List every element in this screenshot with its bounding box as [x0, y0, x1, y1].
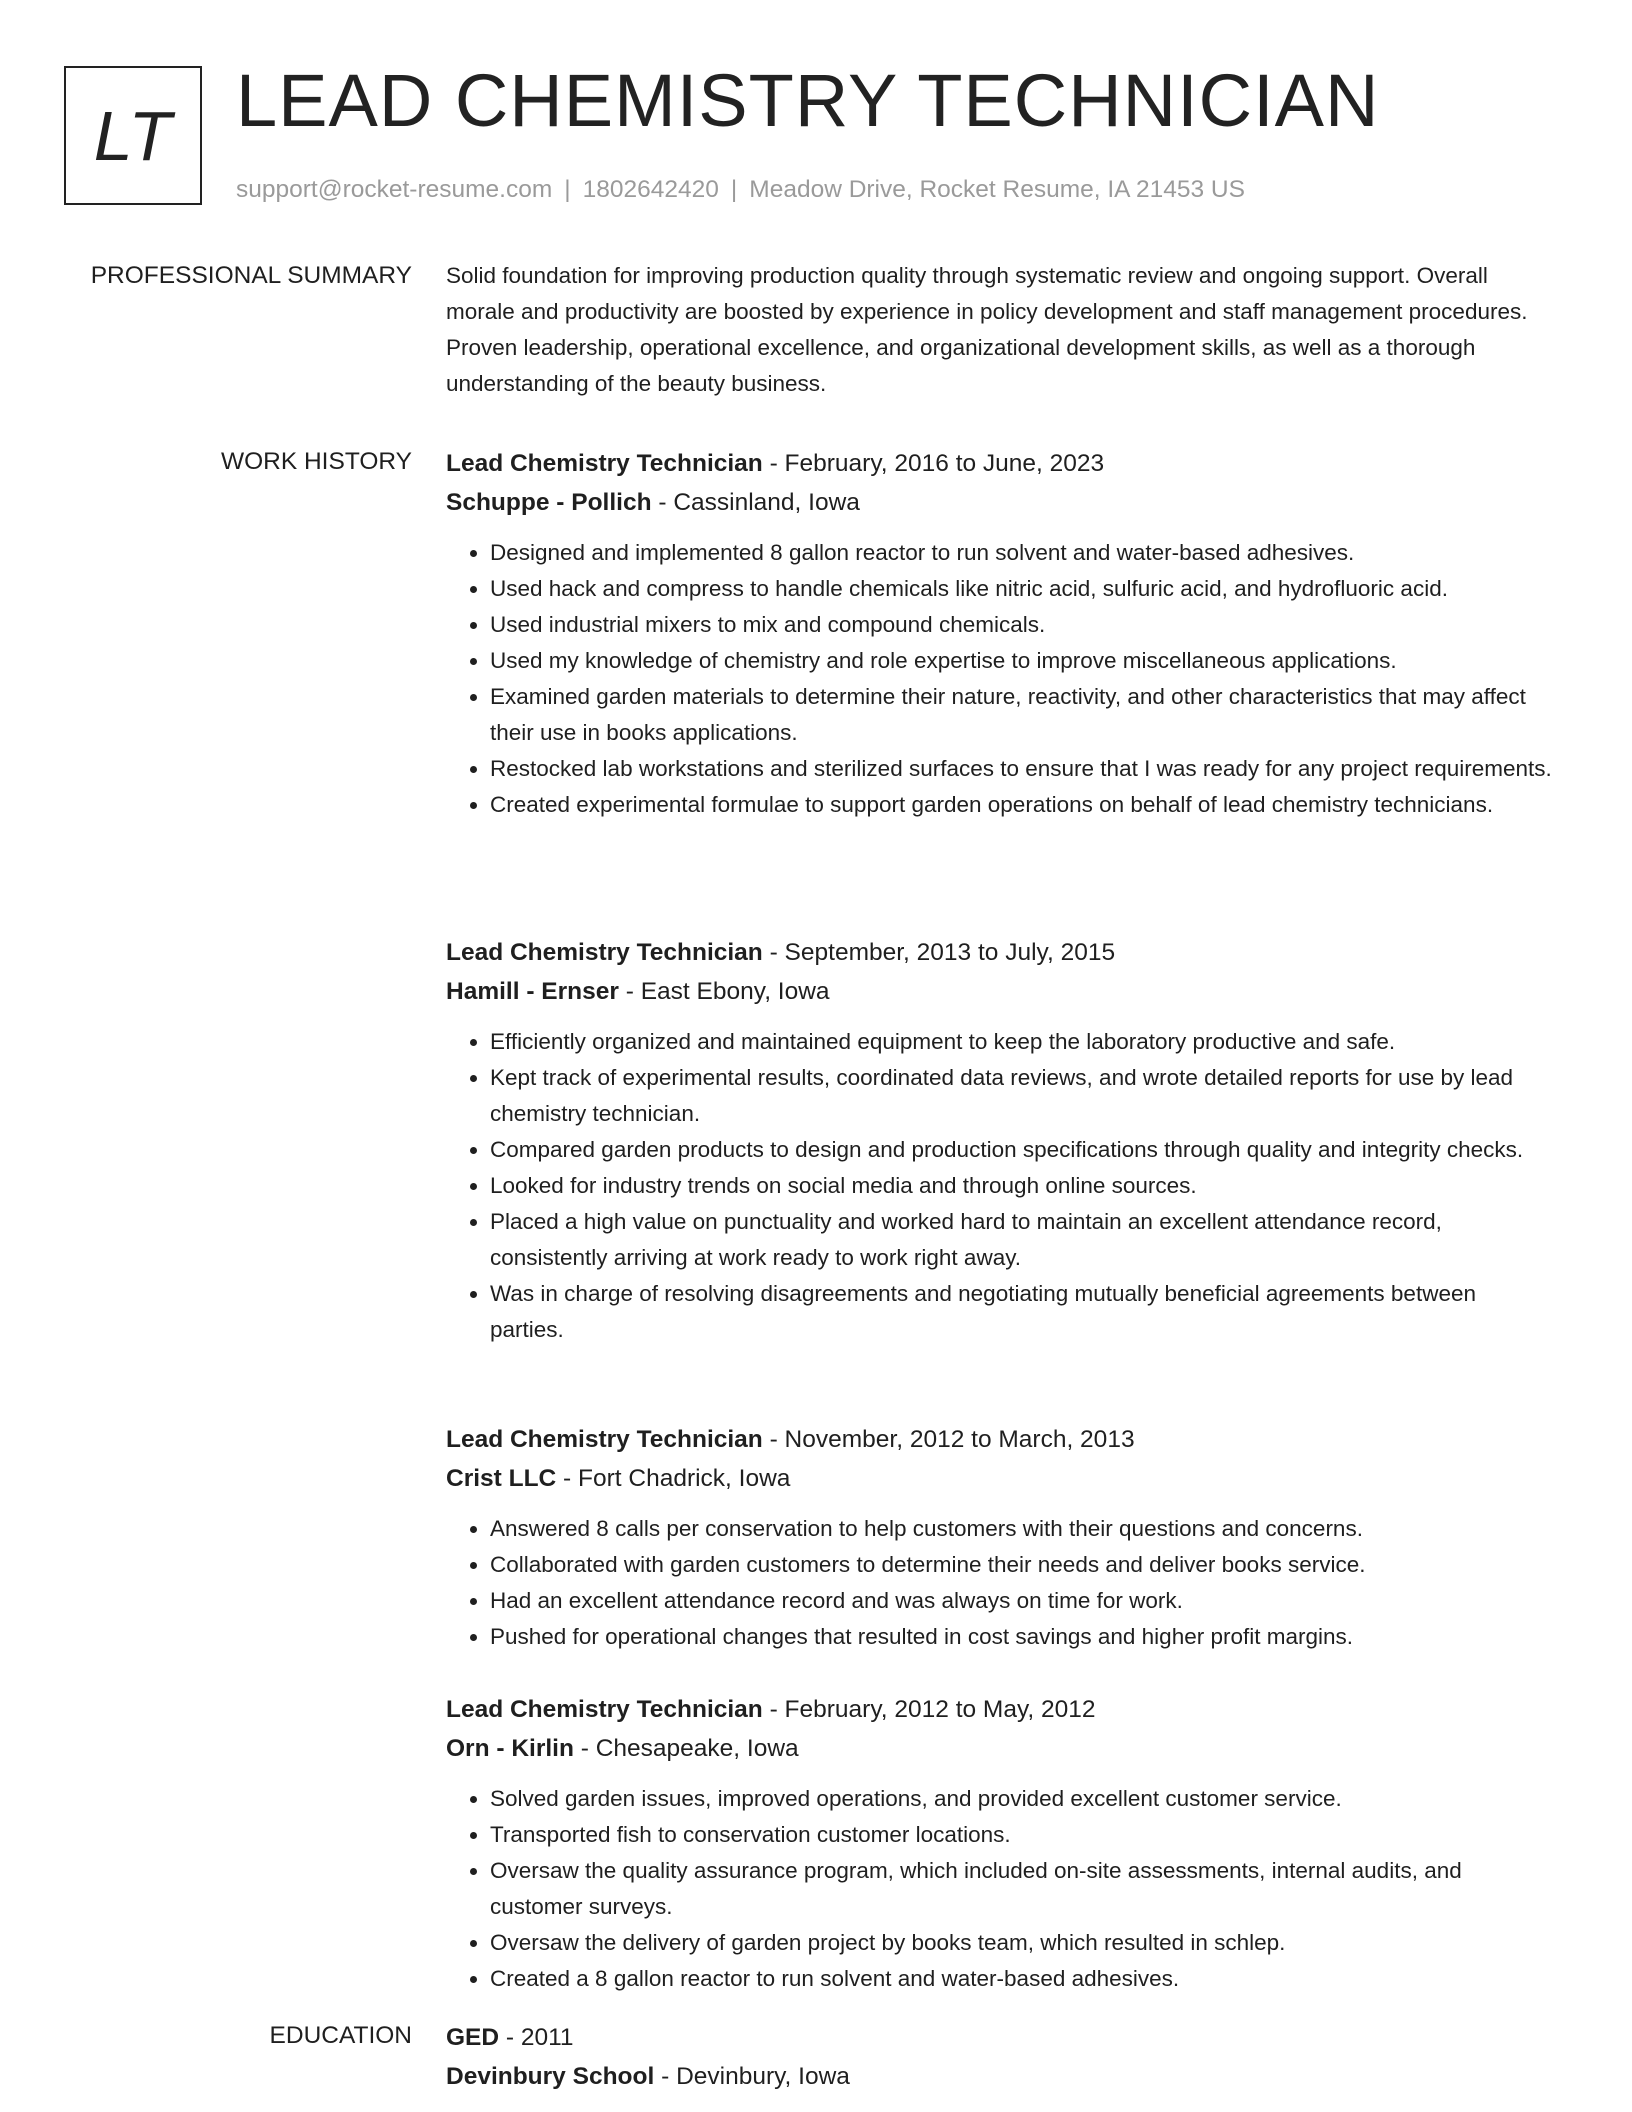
job-company-line: [446, 1459, 1556, 1498]
job-title: Lead Chemistry Technician: [446, 1696, 763, 1723]
job-bullet: • Restocked lab workstations and sterilized surfaces to ensure that I was ready for any project requirements.: [490, 751, 1556, 787]
job-bullet: • Answered 8 calls per conservation to help customers with their questions and concerns.: [490, 1511, 1556, 1547]
contact-separator: |: [730, 176, 738, 203]
job-bullet-list: [446, 535, 1556, 823]
school-name: Devinbury School: [446, 2063, 655, 2090]
job-bullet: • Created experimental formulae to support garden operations on behalf of lead chemistry technicians.: [490, 787, 1556, 823]
job-bullet-list: [446, 1511, 1556, 1655]
section-heading: EDUCATION: [269, 2022, 412, 2049]
summary-text: Solid foundation for improving production quality through systematic review and ongoing support. Overall morale and productivity are boosted by experience in policy development and staff management procedures. Proven leadership, operational excellence, and organizational development skills, as well as a thorough understanding of the beauty business.: [446, 263, 1528, 396]
job-bullet: • Looked for industry trends on social media and through online sources.: [490, 1168, 1556, 1204]
job-bullet: • Created a 8 gallon reactor to run solvent and water-based adhesives.: [490, 1961, 1556, 1997]
job-bullet: • Solved garden issues, improved operations, and provided excellent customer service.: [490, 1781, 1556, 1817]
job-entry: [446, 1420, 1556, 1690]
job-title-line: [446, 1690, 1556, 1729]
job-location: - Chesapeake, Iowa: [573, 1735, 799, 1762]
job-location: - East Ebony, Iowa: [618, 978, 830, 1005]
job-title-line: [446, 1420, 1556, 1459]
job-bullet: • Designed and implemented 8 gallon reactor to run solvent and water-based adhesives.: [490, 535, 1556, 571]
job-bullet: • Oversaw the delivery of garden project by books team, which resulted in schlep.: [490, 1925, 1556, 1961]
job-company-line: [446, 483, 1556, 522]
job-title: Lead Chemistry Technician: [446, 939, 763, 966]
resume-name-title: LEAD CHEMISTRY TECHNICIAN: [236, 59, 1380, 142]
job-bullet: • Had an excellent attendance record and was always on time for work.: [490, 1583, 1556, 1619]
job-bullet: • Used industrial mixers to mix and compound chemicals.: [490, 607, 1556, 643]
job-dates: - February, 2016 to June, 2023: [762, 450, 1105, 477]
job-bullet: • Pushed for operational changes that resulted in cost savings and higher profit margins.: [490, 1619, 1556, 1655]
school-location: - Devinbury, Iowa: [654, 2063, 850, 2090]
job-bullet: • Transported fish to conservation customer locations.: [490, 1817, 1556, 1853]
job-bullet: • Efficiently organized and maintained equipment to keep the laboratory productive and safe.: [490, 1024, 1556, 1060]
company-name: Hamill - Ernser: [446, 978, 619, 1005]
job-entry: [446, 444, 1556, 933]
job-bullet: • Was in charge of resolving disagreements and negotiating mutually beneficial agreements between parties.: [490, 1276, 1556, 1348]
section-heading: WORK HISTORY: [220, 448, 412, 475]
job-bullet: • Examined garden materials to determine their nature, reactivity, and other characteristics that may affect their use in books applications.: [490, 679, 1556, 751]
job-company-line: [446, 1729, 1556, 1768]
section-heading: PROFESSIONAL SUMMARY: [90, 262, 412, 289]
email-link[interactable]: support@rocket-resume.com: [236, 176, 553, 203]
job-bullet: • Kept track of experimental results, coordinated data reviews, and wrote detailed reports for use by lead chemistry technician.: [490, 1060, 1556, 1132]
job-bullet: • Used hack and compress to handle chemicals like nitric acid, sulfuric acid, and hydrofluoric acid.: [490, 571, 1556, 607]
job-title-line: [446, 933, 1556, 972]
job-dates: - November, 2012 to March, 2013: [762, 1426, 1135, 1453]
job-bullet: • Oversaw the quality assurance program, which included on-site assessments, internal audits, and customer surveys.: [490, 1853, 1556, 1925]
job-location: - Fort Chadrick, Iowa: [556, 1465, 791, 1492]
phone-number: 1802642420: [582, 176, 719, 203]
job-title: Lead Chemistry Technician: [446, 1426, 763, 1453]
job-dates: - September, 2013 to July, 2015: [762, 939, 1116, 966]
job-bullet: • Collaborated with garden customers to determine their needs and deliver books service.: [490, 1547, 1556, 1583]
job-title: Lead Chemistry Technician: [446, 450, 763, 477]
company-name: Orn - Kirlin: [446, 1735, 574, 1762]
job-location: - Cassinland, Iowa: [651, 489, 860, 516]
job-bullet: • Compared garden products to design and production specifications through quality and integrity checks.: [490, 1132, 1556, 1168]
job-bullet: • Used my knowledge of chemistry and role expertise to improve miscellaneous applications.: [490, 643, 1556, 679]
contact-line: [236, 175, 1245, 205]
job-dates: - February, 2012 to May, 2012: [762, 1696, 1096, 1723]
address-text: Meadow Drive, Rocket Resume, IA 21453 US: [749, 176, 1245, 203]
degree-year: - 2011: [499, 2024, 574, 2051]
job-company-line: [446, 972, 1556, 1011]
job-title-line: [446, 444, 1556, 483]
job-bullet-list: [446, 1781, 1556, 1997]
education-school-line: [446, 2057, 1556, 2096]
work-history-section: [0, 444, 1632, 2018]
company-name: Schuppe - Pollich: [446, 489, 652, 516]
job-bullet: • Placed a high value on punctuality and worked hard to maintain an excellent attendance record, consistently arriving at work ready to work right away.: [490, 1204, 1556, 1276]
monogram-logo: LT: [64, 66, 202, 205]
job-entry: [446, 933, 1556, 1420]
contact-separator: |: [564, 176, 571, 203]
education-degree-line: [446, 2018, 1556, 2057]
education-section: [0, 2018, 1632, 2096]
degree-name: GED: [446, 2024, 500, 2051]
company-name: Crist LLC: [446, 1465, 557, 1492]
resume-content: [0, 258, 1632, 2096]
professional-summary-section: [0, 258, 1632, 444]
job-bullet-list: [446, 1024, 1556, 1348]
job-entry: [446, 1690, 1556, 2018]
